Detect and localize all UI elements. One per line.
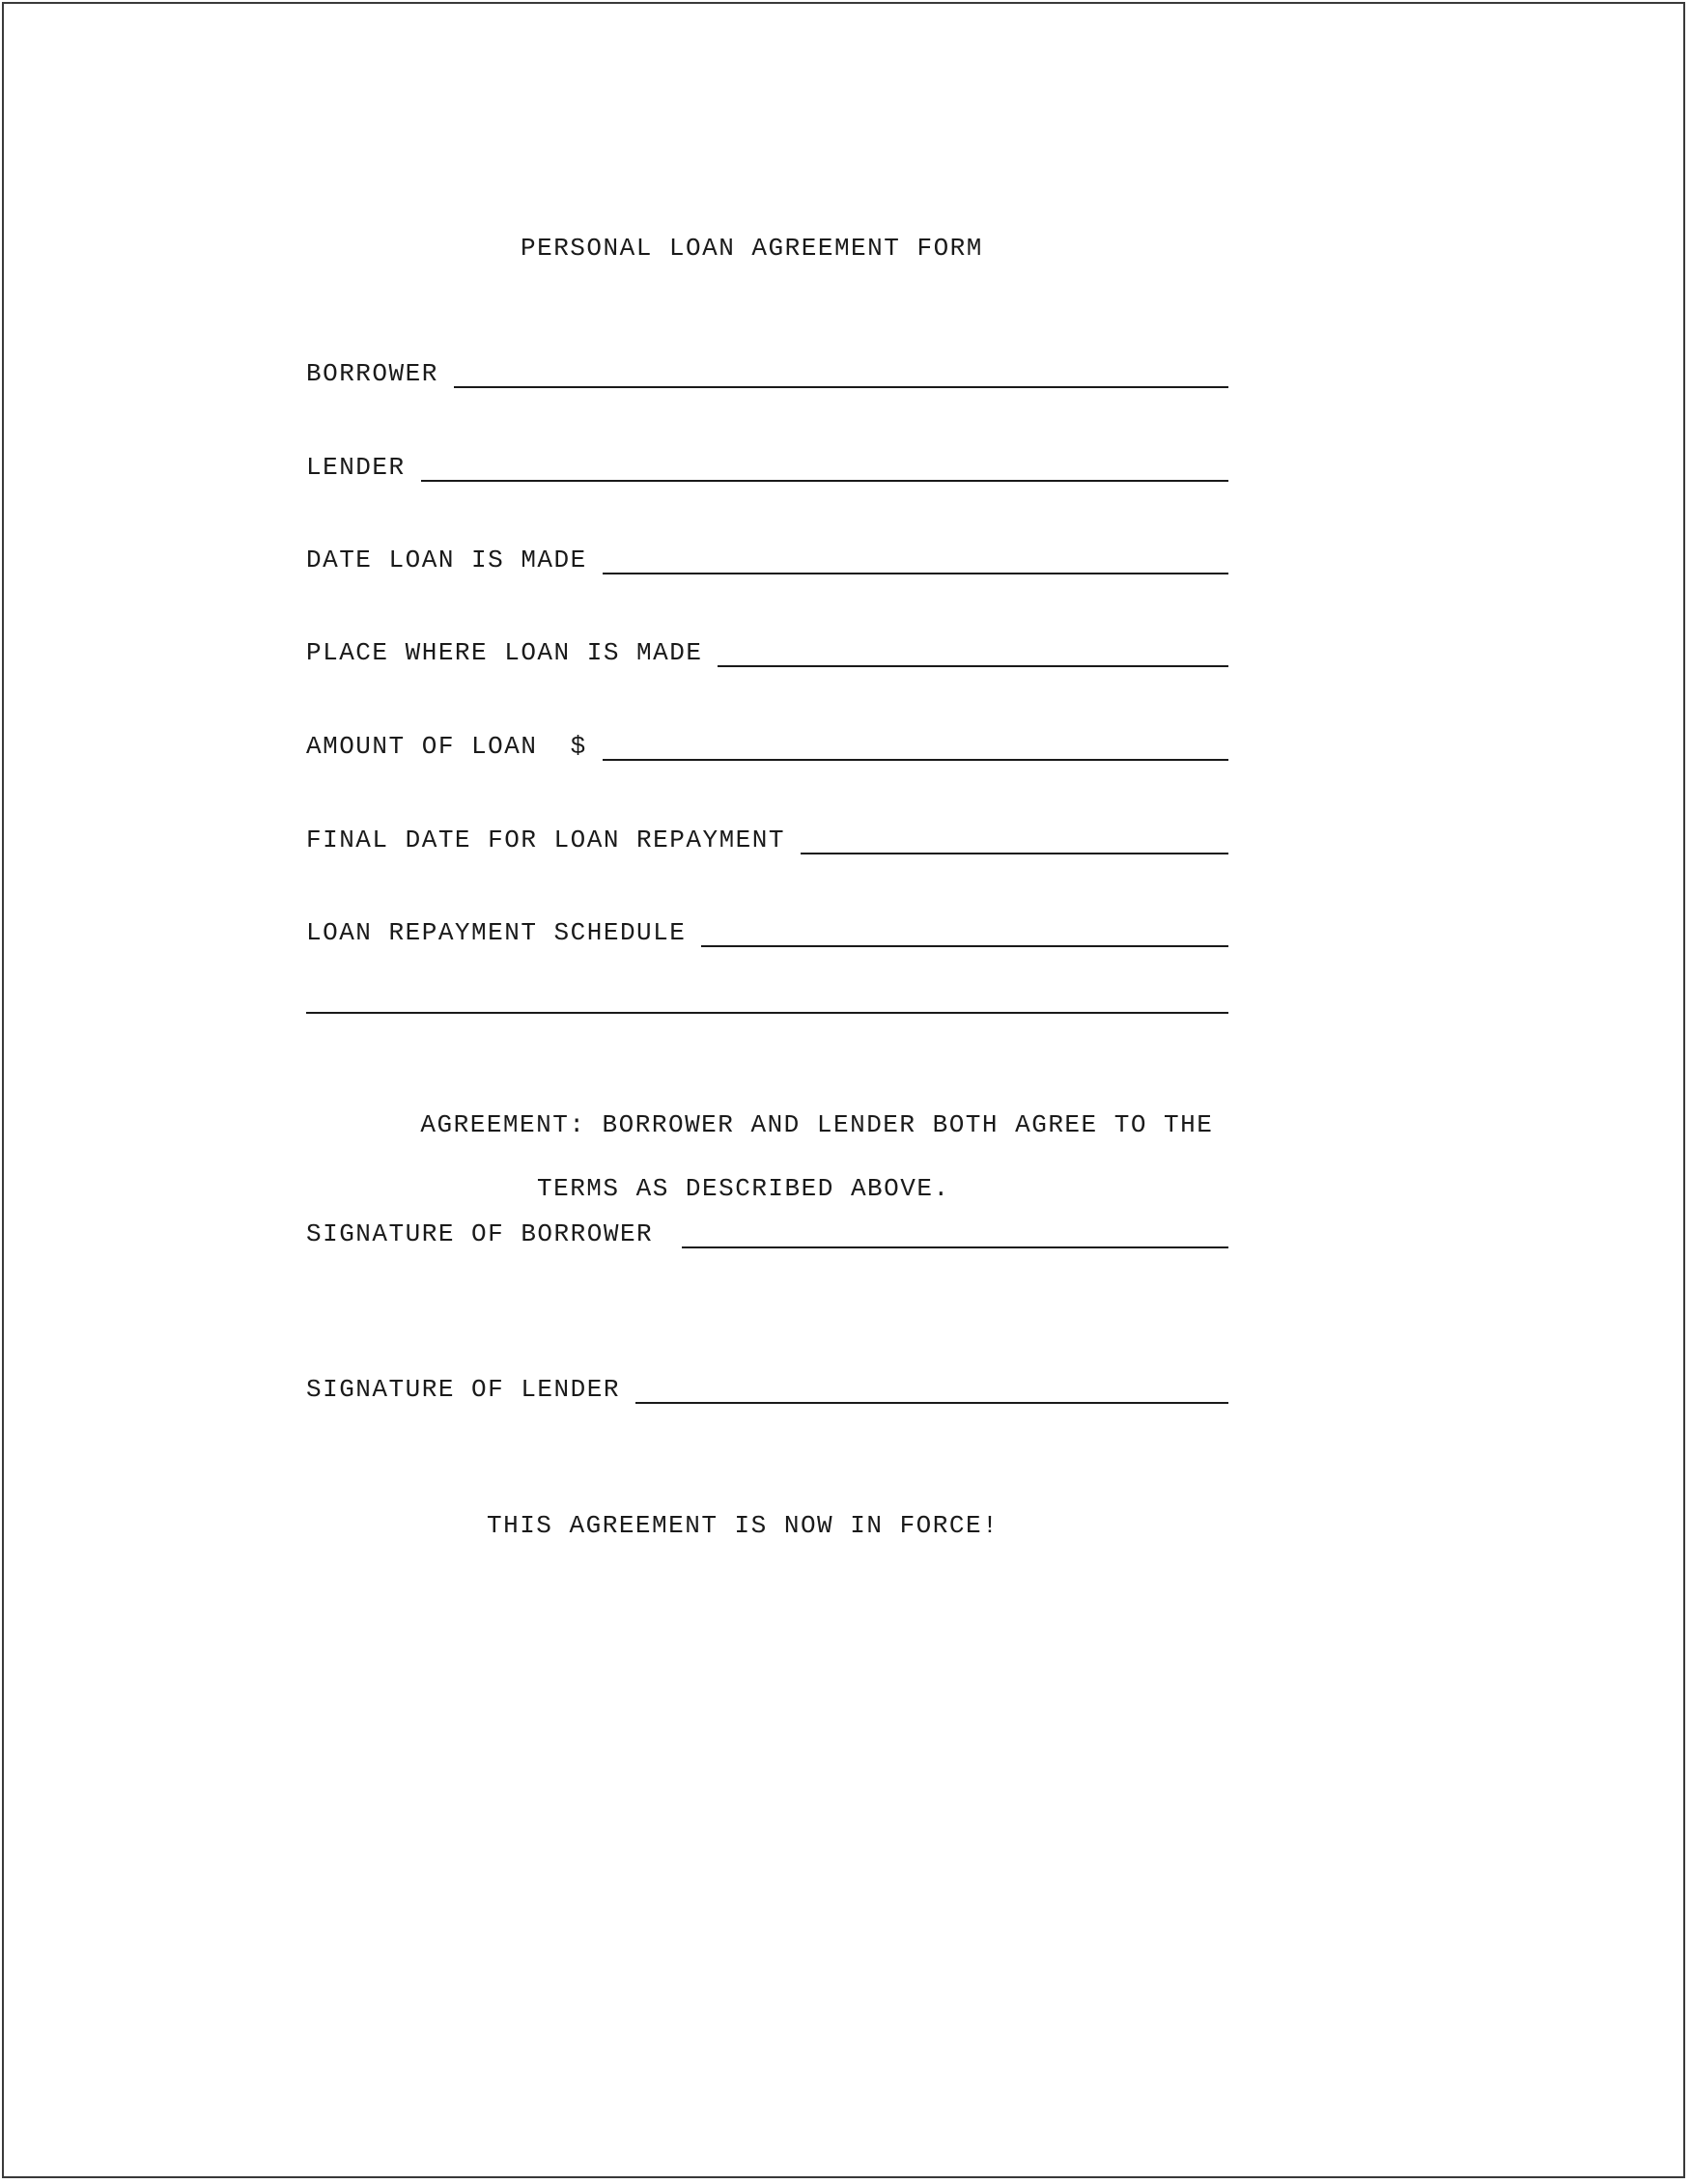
- place-loan-made-label: PLACE WHERE LOAN IS MADE: [306, 638, 703, 667]
- borrower-field: [306, 351, 1228, 390]
- amount-of-loan-label: AMOUNT OF LOAN $: [306, 732, 587, 761]
- lender-signature-label: SIGNATURE OF LENDER: [306, 1375, 620, 1404]
- borrower-signature-field: [306, 1212, 1228, 1250]
- final-repayment-date-label: FINAL DATE FOR LOAN REPAYMENT: [306, 826, 785, 854]
- repayment-schedule-blank-line[interactable]: [701, 944, 1228, 947]
- borrower-blank-line[interactable]: [454, 385, 1228, 388]
- lender-label: LENDER: [306, 453, 406, 482]
- repayment-schedule-label: LOAN REPAYMENT SCHEDULE: [306, 918, 687, 947]
- borrower-label: BORROWER: [306, 359, 438, 388]
- amount-of-loan-blank-line[interactable]: [603, 758, 1228, 761]
- borrower-signature-line[interactable]: [682, 1246, 1228, 1248]
- date-loan-made-field: [306, 538, 1228, 576]
- final-repayment-date-field: [306, 818, 1228, 856]
- borrower-signature-label: SIGNATURE OF BORROWER: [306, 1219, 654, 1248]
- date-loan-made-blank-line[interactable]: [603, 572, 1228, 574]
- lender-field: [306, 445, 1228, 484]
- place-loan-made-field: [306, 630, 1228, 669]
- repayment-schedule-field: [306, 910, 1228, 949]
- amount-of-loan-field: [306, 724, 1228, 763]
- document-page: [2, 2, 1685, 2178]
- lender-blank-line[interactable]: [421, 479, 1228, 482]
- place-loan-made-blank-line[interactable]: [718, 664, 1228, 667]
- lender-signature-line[interactable]: [635, 1401, 1228, 1404]
- agreement-line-2: TERMS AS DESCRIBED ABOVE.: [537, 1174, 950, 1203]
- form-title: PERSONAL LOAN AGREEMENT FORM: [521, 234, 983, 263]
- agreement-in-force-notice: THIS AGREEMENT IS NOW IN FORCE!: [487, 1511, 1000, 1540]
- repayment-schedule-continuation-line[interactable]: [306, 1012, 1228, 1014]
- agreement-line-1: AGREEMENT: BORROWER AND LENDER BOTH AGREE TO THE: [420, 1110, 1214, 1139]
- lender-signature-field: [306, 1367, 1228, 1406]
- final-repayment-date-blank-line[interactable]: [801, 852, 1228, 854]
- date-loan-made-label: DATE LOAN IS MADE: [306, 546, 587, 574]
